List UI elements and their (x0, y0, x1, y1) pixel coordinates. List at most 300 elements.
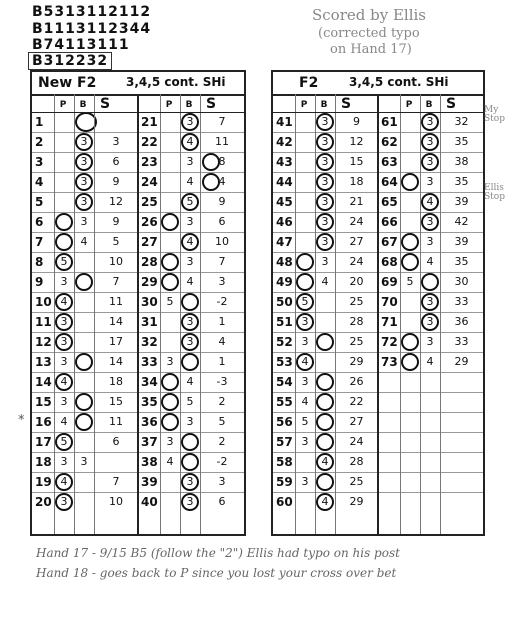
player-cell (54, 172, 74, 192)
grid-line (138, 152, 244, 153)
circled-bet-mark (75, 273, 93, 291)
sequence-line-3: B74113111 (32, 37, 130, 53)
circled-bet-mark (161, 393, 179, 411)
circled-bet-mark (421, 133, 439, 151)
circled-bet-mark (296, 273, 314, 291)
score-row (378, 132, 483, 152)
circled-bet-mark (55, 493, 73, 511)
score-row (138, 392, 244, 412)
circled-bet-mark (316, 193, 334, 211)
right-sheet-title: F2 (299, 75, 319, 91)
right-score-sheet (271, 70, 485, 536)
grid-line (378, 392, 483, 393)
score-cell: 9 (112, 215, 120, 228)
player-cell (400, 492, 420, 512)
grid-line (273, 192, 378, 193)
grid-line (273, 312, 378, 313)
score-row (378, 392, 483, 412)
grid-line (32, 272, 138, 273)
player-cell: 3 (301, 475, 309, 488)
player-cell: 4 (60, 375, 68, 388)
player-cell: 3 (301, 435, 309, 448)
player-cell (400, 412, 420, 432)
banker-cell: 3 (186, 335, 194, 348)
score-cell: 25 (349, 295, 364, 308)
grid-line (378, 232, 483, 233)
footnote-hand-17: Hand 17 - 9/15 B5 (follow the "2") Ellis had typo on his post (36, 546, 400, 560)
banker-cell: 4 (80, 235, 88, 248)
score-cell: 22 (349, 395, 364, 408)
score-cell: 9 (218, 195, 226, 208)
sequence-line-4: B312232 (28, 52, 112, 70)
player-cell (295, 452, 315, 472)
banker-cell: 3 (426, 295, 434, 308)
grid-line (273, 352, 378, 353)
player-cell (160, 132, 180, 152)
hand-number: 57 (276, 435, 293, 449)
hand-number: 62 (381, 135, 398, 149)
grid-line (32, 372, 138, 373)
score-cell: 35 (454, 175, 469, 188)
score-row (32, 292, 138, 312)
score-cell: 5 (112, 235, 120, 248)
player-cell (160, 492, 180, 512)
score-cell: 14 (109, 355, 123, 368)
player-cell: 5 (166, 295, 174, 308)
circled-bet-mark (55, 253, 73, 271)
grid-line (273, 152, 378, 153)
grid-line (378, 292, 483, 293)
grid-line (32, 132, 138, 133)
score-cell: 39 (454, 195, 469, 208)
score-row (273, 172, 378, 192)
circled-bet-mark (75, 393, 93, 411)
player-cell (295, 112, 315, 132)
column-header-p: P (405, 100, 413, 110)
hand-number: 15 (35, 395, 52, 409)
star-mark: * (18, 413, 25, 428)
grid-line (273, 132, 378, 133)
score-cell: 18 (349, 175, 364, 188)
hand-number: 19 (35, 475, 52, 489)
score-cell: 11 (109, 295, 123, 308)
grid-line (378, 272, 483, 273)
right-sheet-title-bar (273, 72, 483, 96)
score-row (138, 312, 244, 332)
score-cell (94, 452, 138, 472)
column-header-b: B (185, 100, 193, 110)
score-row (378, 232, 483, 252)
score-cell: 10 (215, 235, 229, 248)
grid-line (295, 94, 296, 534)
score-cell: 21 (349, 195, 364, 208)
grid-line (273, 412, 378, 413)
hand-number: 6 (35, 215, 44, 229)
score-row (273, 432, 378, 452)
player-cell (160, 232, 180, 252)
hand-number: 67 (381, 235, 398, 249)
banker-cell: 3 (186, 155, 194, 168)
circled-bet-mark (316, 233, 334, 251)
hand-number: 58 (276, 455, 293, 469)
banker-cell: 3 (186, 415, 194, 428)
column-header-b: B (320, 100, 328, 110)
column-header-p: P (300, 100, 308, 110)
player-cell (295, 232, 315, 252)
score-row (273, 292, 378, 312)
hand-number: 25 (141, 195, 158, 209)
circled-bet-mark (316, 493, 334, 511)
hand-number: 41 (276, 115, 293, 129)
grid-line (32, 192, 138, 193)
circled-bet-mark (316, 133, 334, 151)
grid-line (378, 372, 483, 373)
banker-cell: 3 (426, 135, 434, 148)
banker-cell: 3 (80, 215, 88, 228)
grid-line (273, 212, 378, 213)
grid-line (138, 332, 244, 333)
banker-cell (420, 492, 440, 512)
left-sheet-title-bar (32, 72, 244, 96)
left-score-sheet (30, 70, 246, 536)
grid-line (378, 452, 483, 453)
hand-number: 36 (141, 415, 158, 429)
grid-line (273, 332, 378, 333)
banker-cell (420, 472, 440, 492)
grid-line (138, 452, 244, 453)
grid-line (378, 332, 483, 333)
score-row (32, 212, 138, 232)
hand-number: 40 (141, 495, 158, 509)
hand-number: 45 (276, 195, 293, 209)
banker-cell (74, 472, 94, 492)
circled-bet-mark (181, 333, 199, 351)
player-cell (295, 192, 315, 212)
player-cell: 3 (60, 455, 68, 468)
banker-cell: 4 (321, 455, 329, 468)
score-cell: 6 (218, 495, 226, 508)
hand-number: 14 (35, 375, 52, 389)
hand-number: 12 (35, 335, 52, 349)
player-cell: 3 (60, 395, 68, 408)
circled-bet-mark (181, 293, 199, 311)
grid-line (273, 252, 378, 253)
player-cell: 3 (60, 495, 68, 508)
hand-number: 13 (35, 355, 52, 369)
player-cell (54, 152, 74, 172)
score-row (378, 412, 483, 432)
player-cell: 3 (301, 315, 309, 328)
score-row (32, 132, 138, 152)
grid-line (273, 492, 378, 493)
banker-cell: 3 (426, 235, 434, 248)
score-cell (440, 392, 483, 412)
score-row (32, 472, 138, 492)
circled-bet-mark (296, 253, 314, 271)
grid-line (378, 192, 483, 193)
player-cell (400, 292, 420, 312)
circled-bet-mark (421, 313, 439, 331)
player-cell: 4 (60, 415, 68, 428)
hand-number: 4 (35, 175, 44, 189)
grid-line (378, 432, 483, 433)
banker-cell: 3 (321, 115, 329, 128)
banker-cell (420, 392, 440, 412)
hand-number: 20 (35, 495, 52, 509)
hand-number: 8 (35, 255, 44, 269)
player-cell (160, 472, 180, 492)
hand-number: 71 (381, 315, 398, 329)
banker-cell: 4 (426, 255, 434, 268)
hand-number: 72 (381, 335, 398, 349)
score-row (32, 192, 138, 212)
hand-number: 21 (141, 115, 158, 129)
player-cell (400, 152, 420, 172)
circled-bet-mark (316, 373, 334, 391)
score-row (378, 272, 483, 292)
score-row (378, 312, 483, 332)
hand-number: 61 (381, 115, 398, 129)
circled-bet-mark (75, 353, 93, 371)
score-row (273, 452, 378, 472)
circled-bet-mark (181, 473, 199, 491)
grid-line (273, 452, 378, 453)
circled-bet-mark (75, 413, 93, 431)
banker-cell: 3 (186, 255, 194, 268)
banker-cell: 3 (80, 135, 88, 148)
hand-number: 52 (276, 335, 293, 349)
hand-number: 53 (276, 355, 293, 369)
circled-bet-mark (55, 213, 73, 231)
hand-number: 48 (276, 255, 293, 269)
column-divider (377, 94, 379, 534)
banker-cell: 3 (186, 315, 194, 328)
player-cell: 4 (60, 295, 68, 308)
circled-bet-mark (316, 413, 334, 431)
hand-number: 31 (141, 315, 158, 329)
hand-number: 69 (381, 275, 398, 289)
grid-line (378, 492, 483, 493)
score-cell: -3 (216, 375, 228, 388)
player-cell (400, 192, 420, 212)
grid-line (378, 412, 483, 413)
banker-cell: 3 (426, 175, 434, 188)
score-cell (440, 432, 483, 452)
grid-line (32, 212, 138, 213)
hand-number: 70 (381, 295, 398, 309)
banker-cell: 3 (321, 235, 329, 248)
hand-number: 44 (276, 175, 293, 189)
hand-number: 38 (141, 455, 158, 469)
hand-number: 49 (276, 275, 293, 289)
score-cell: 35 (454, 135, 469, 148)
player-cell: 4 (301, 395, 309, 408)
circled-bet-mark (421, 293, 439, 311)
circled-bet-mark (316, 473, 334, 491)
score-cell: 11 (215, 135, 229, 148)
score-row (32, 452, 138, 472)
player-cell (400, 132, 420, 152)
correction-note: (corrected typo (318, 26, 420, 41)
score-cell: 25 (349, 475, 364, 488)
score-cell: 11 (109, 415, 123, 428)
circled-bet-mark (421, 153, 439, 171)
score-cell: 15 (349, 155, 364, 168)
hand-number: 16 (35, 415, 52, 429)
grid-line (138, 312, 244, 313)
circled-bet-mark (296, 293, 314, 311)
circled-bet-mark (181, 353, 199, 371)
score-cell: 8 (218, 155, 226, 168)
grid-line (273, 372, 378, 373)
score-row (273, 132, 378, 152)
banker-cell: 5 (186, 195, 194, 208)
score-cell: 10 (109, 495, 123, 508)
banker-cell: 3 (426, 335, 434, 348)
player-cell: 5 (301, 415, 309, 428)
score-cell: -2 (216, 455, 228, 468)
grid-line (335, 94, 336, 534)
banker-cell: 4 (186, 135, 194, 148)
banker-cell: 4 (426, 195, 434, 208)
circled-bet-mark (75, 133, 93, 151)
hand-number: 65 (381, 195, 398, 209)
grid-line (378, 312, 483, 313)
score-row (138, 412, 244, 432)
grid-line (180, 94, 181, 534)
score-row (32, 172, 138, 192)
hand-number: 3 (35, 155, 44, 169)
column-divider (137, 94, 139, 534)
circled-bet-mark (161, 253, 179, 271)
circled-bet-mark (55, 313, 73, 331)
circled-bet-mark (181, 133, 199, 151)
score-cell: 1 (218, 355, 226, 368)
score-cell (94, 112, 138, 132)
hand-number: 66 (381, 215, 398, 229)
grid-line (138, 492, 244, 493)
score-cell: 3 (112, 135, 120, 148)
player-cell (160, 152, 180, 172)
column-header-s: S (445, 96, 457, 112)
hand-number: 54 (276, 375, 293, 389)
circled-bet-mark (181, 453, 199, 471)
banker-cell: 5 (186, 395, 194, 408)
hand-number: 73 (381, 355, 398, 369)
score-row (273, 332, 378, 352)
score-cell: 17 (109, 335, 123, 348)
grid-line (138, 272, 244, 273)
score-cell: 24 (349, 255, 364, 268)
score-row (378, 212, 483, 232)
hand-number: 10 (35, 295, 52, 309)
score-row (138, 152, 244, 172)
hand-number: 27 (141, 235, 158, 249)
banker-cell (420, 412, 440, 432)
player-cell: 4 (166, 455, 174, 468)
score-row (273, 152, 378, 172)
score-row (32, 332, 138, 352)
player-cell: 5 (406, 275, 414, 288)
player-cell: 5 (301, 295, 309, 308)
banker-cell: 3 (426, 155, 434, 168)
player-cell (295, 152, 315, 172)
grid-line (54, 94, 55, 534)
circled-bet-mark (316, 393, 334, 411)
circled-bet-mark (202, 173, 220, 191)
hand-number: 35 (141, 395, 158, 409)
hand-number: 22 (141, 135, 158, 149)
score-cell: 1 (218, 315, 226, 328)
grid-line (273, 432, 378, 433)
score-row (378, 332, 483, 352)
score-cell: 26 (349, 375, 364, 388)
circled-bet-mark (421, 113, 439, 131)
score-cell: 42 (454, 215, 469, 228)
banker-cell: 3 (321, 155, 329, 168)
player-cell: 3 (60, 275, 68, 288)
player-cell: 5 (60, 435, 68, 448)
hand-number: 24 (141, 175, 158, 189)
circled-bet-mark (401, 333, 419, 351)
score-cell (440, 492, 483, 512)
player-cell: 3 (301, 375, 309, 388)
circled-bet-mark (316, 333, 334, 351)
player-cell (160, 172, 180, 192)
score-row (273, 252, 378, 272)
grid-line (138, 172, 244, 173)
footnote-hand-18: Hand 18 - goes back to P since you lost your cross over bet (36, 566, 397, 580)
column-header-b: B (425, 100, 433, 110)
score-row (138, 112, 244, 132)
banker-cell (420, 372, 440, 392)
right-sheet-subtitle: 3,4,5 cont. SHi (349, 75, 449, 89)
score-row (378, 172, 483, 192)
score-row (32, 492, 138, 512)
grid-line (138, 292, 244, 293)
score-cell: 6 (112, 435, 120, 448)
ellis-stop-note: Ellis Stop (484, 183, 505, 202)
score-cell: 2 (218, 395, 226, 408)
grid-line (138, 472, 244, 473)
score-cell: 9 (353, 115, 360, 128)
score-row (138, 252, 244, 272)
player-cell: 5 (60, 255, 68, 268)
grid-line (138, 232, 244, 233)
circled-bet-mark (181, 493, 199, 511)
score-row (138, 352, 244, 372)
player-cell (400, 432, 420, 452)
score-cell: 4 (218, 335, 226, 348)
banker-cell: 4 (186, 375, 194, 388)
header-divider (273, 112, 483, 113)
banker-cell: 3 (80, 175, 88, 188)
circled-bet-mark (316, 113, 334, 131)
circled-bet-mark (75, 173, 93, 191)
player-cell: 3 (60, 315, 68, 328)
banker-cell (420, 432, 440, 452)
left-sheet-title: New F2 (38, 75, 97, 91)
score-row (32, 392, 138, 412)
player-cell: 3 (60, 355, 68, 368)
hand-number: 34 (141, 375, 158, 389)
score-cell: 29 (349, 495, 364, 508)
hand-number: 51 (276, 315, 293, 329)
score-row (138, 432, 244, 452)
score-row (138, 332, 244, 352)
score-cell: 3 (218, 275, 226, 288)
score-row (138, 292, 244, 312)
